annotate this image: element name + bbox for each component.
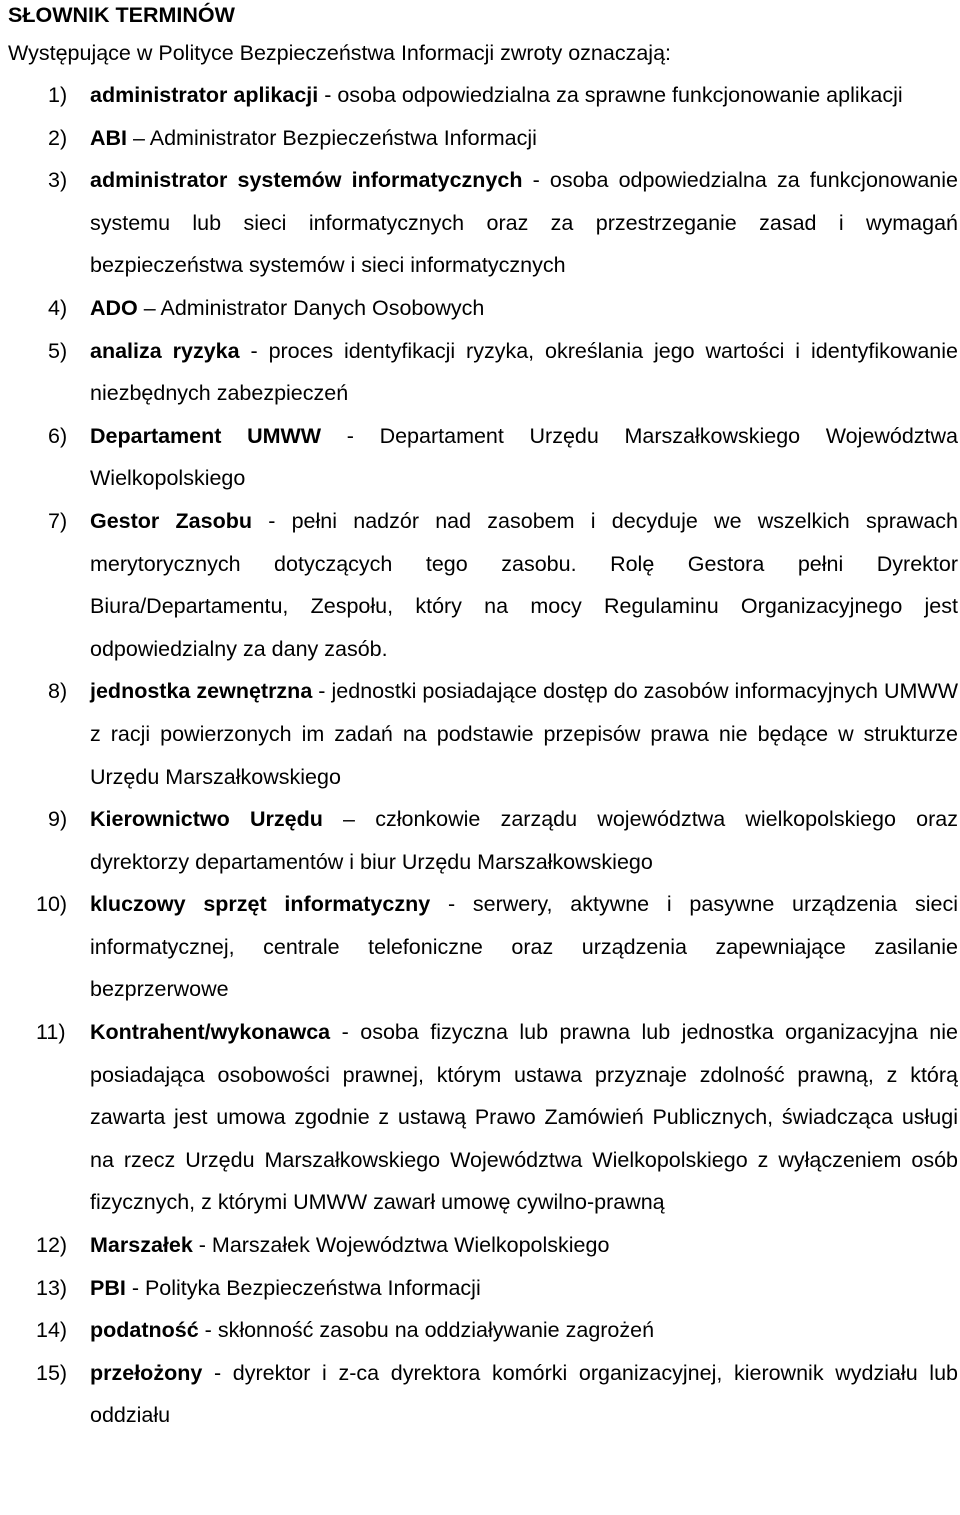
term-item — [8, 74, 958, 117]
term-name: Kontrahent/wykonawca — [90, 1020, 331, 1045]
term-item — [8, 1011, 958, 1224]
term-separator: - — [202, 1360, 233, 1385]
term-number: 7) — [48, 508, 68, 533]
term-definition: jednostki posiadające dostęp do zasobów informacyjnych UMWW z racji powierzonych im zadań na podstawie przepisów prawa nie będące w strukturze Urzędu Marszałkowskiego — [90, 679, 958, 789]
term-name: Gestor Zasobu — [90, 508, 252, 533]
intro-paragraph: Występujące w Polityce Bezpieczeństwa Informacji zwroty oznaczają: — [8, 41, 671, 65]
term-number: 13) — [36, 1275, 68, 1300]
term-definition: Departament Urzędu Marszałkowskiego Województwa Wielkopolskiego — [90, 423, 959, 491]
term-item — [8, 883, 958, 1011]
term-body — [90, 330, 958, 415]
term-number: 8) — [48, 679, 68, 704]
term-name: ADO — [90, 295, 138, 320]
term-number: 10) — [36, 892, 68, 917]
term-body — [90, 883, 958, 1011]
term-separator: - — [318, 83, 338, 107]
term-name: przełożony — [90, 1360, 203, 1385]
term-body — [90, 415, 958, 500]
term-number: 9) — [48, 807, 68, 832]
term-number: 6) — [48, 423, 68, 448]
term-body — [90, 117, 958, 160]
term-body — [90, 1267, 958, 1310]
term-definition: Polityka Bezpieczeństwa Informacji — [144, 1275, 481, 1300]
term-item — [8, 500, 958, 670]
term-separator: – — [137, 295, 161, 320]
term-body — [90, 1011, 958, 1224]
term-name: PBI — [90, 1275, 126, 1300]
term-name: Kierownictwo Urzędu — [90, 807, 323, 832]
term-separator: – — [322, 807, 376, 832]
term-name: administrator systemów informatycznych — [90, 168, 523, 193]
term-separator: - — [312, 679, 332, 704]
term-item — [8, 1224, 958, 1267]
term-name: podatność — [90, 1318, 199, 1343]
term-separator: - — [251, 508, 292, 533]
term-definition: skłonność zasobu na oddziaływanie zagrożeń — [217, 1318, 655, 1343]
term-item — [8, 670, 958, 798]
term-separator: - — [125, 1275, 145, 1300]
term-separator: - — [192, 1233, 212, 1258]
term-name: Marszałek — [90, 1233, 193, 1258]
term-number: 5) — [48, 338, 68, 363]
term-number: 1) — [48, 83, 68, 107]
term-item — [8, 287, 958, 330]
term-item — [8, 1352, 958, 1437]
term-body — [90, 500, 958, 670]
term-name: analiza ryzyka — [90, 338, 240, 363]
document-title: SŁOWNIK TERMINÓW — [8, 3, 235, 27]
term-item — [8, 1267, 958, 1310]
term-body — [90, 74, 958, 117]
term-separator: – — [127, 125, 150, 150]
term-separator: - — [239, 338, 269, 363]
term-definition: serwery, aktywne i pasywne urządzenia sieci informatycznej, centrale telefoniczne oraz urządzenia zapewniające zasilanie bezprzerwowe — [90, 892, 958, 1002]
term-item — [8, 159, 958, 287]
term-name: Departament UMWW — [90, 423, 322, 448]
term-definition: członkowie zarządu województwa wielkopolskiego oraz dyrektorzy departamentów i biur Urzędu Marszałkowskiego — [90, 807, 958, 874]
term-body — [90, 287, 958, 330]
term-definition: pełni nadzór nad zasobem i decyduje we wszelkich sprawach merytorycznych dotyczących tego zasobu. Rolę Gestora pełni Dyrektor Biura/Departamentu, Zespołu, który na mocy Regulaminu Organizacyjnego jest odpowiedzialny za dany zasób. — [90, 508, 958, 661]
term-body — [90, 1309, 958, 1352]
term-body — [90, 1224, 958, 1267]
term-definition: Administrator Danych Osobowych — [160, 295, 485, 320]
term-number: 14) — [36, 1318, 68, 1343]
term-item — [8, 798, 958, 883]
term-number: 3) — [48, 168, 68, 193]
term-definition: proces identyfikacji ryzyka, określania jego wartości i identyfikowanie niezbędnych zabezpieczeń — [90, 338, 958, 406]
term-body — [90, 798, 958, 883]
term-number: 11) — [36, 1020, 66, 1045]
term-definition: osoba fizyczna lub prawna lub jednostka organizacyjna nie posiadająca osobowości prawnej, którym ustawa przyznaje zdolność prawną, z którą zawarta jest umowa zgodnie z ustawą Prawo Zamówień Publicznych, świadcząca usługi na rzecz Urzędu Marszałkowskiego Województwa Wielkopolskiego z wyłączeniem osób fizycznych, z którymi UMWW zawarł umowę cywilno-prawną — [90, 1020, 958, 1215]
term-separator: - — [430, 892, 473, 917]
term-item — [8, 1309, 958, 1352]
term-body — [90, 670, 958, 798]
term-separator: - — [321, 423, 380, 448]
term-definition: dyrektor i z-ca dyrektora komórki organizacyjnej, kierownik wydziału lub oddziału — [90, 1360, 958, 1428]
term-item — [8, 415, 958, 500]
term-separator: - — [522, 168, 550, 193]
term-name: administrator aplikacji — [90, 83, 319, 107]
term-definition: Administrator Bezpieczeństwa Informacji — [149, 125, 537, 150]
term-body — [90, 159, 958, 287]
term-separator: - — [198, 1318, 218, 1343]
term-definition: osoba odpowiedzialna za funkcjonowanie systemu lub sieci informatycznych oraz za przestrzeganie zasad i wymagań bezpieczeństwa systemów i sieci informatycznych — [90, 168, 958, 278]
term-body — [90, 1352, 958, 1437]
term-item — [8, 117, 958, 160]
term-number: 4) — [48, 295, 68, 320]
term-item — [8, 330, 958, 415]
term-number: 2) — [48, 125, 68, 150]
term-definition: Marszałek Województwa Wielkopolskiego — [211, 1233, 610, 1258]
terms-list — [8, 74, 958, 1437]
term-number: 15) — [36, 1360, 68, 1385]
term-name: ABI — [90, 125, 128, 150]
term-number: 12) — [36, 1233, 68, 1258]
term-name: jednostka zewnętrzna — [90, 679, 313, 704]
term-definition: osoba odpowiedzialna za sprawne funkcjonowanie aplikacji — [337, 83, 903, 107]
term-name: kluczowy sprzęt informatyczny — [90, 892, 431, 917]
term-separator: - — [330, 1020, 361, 1045]
